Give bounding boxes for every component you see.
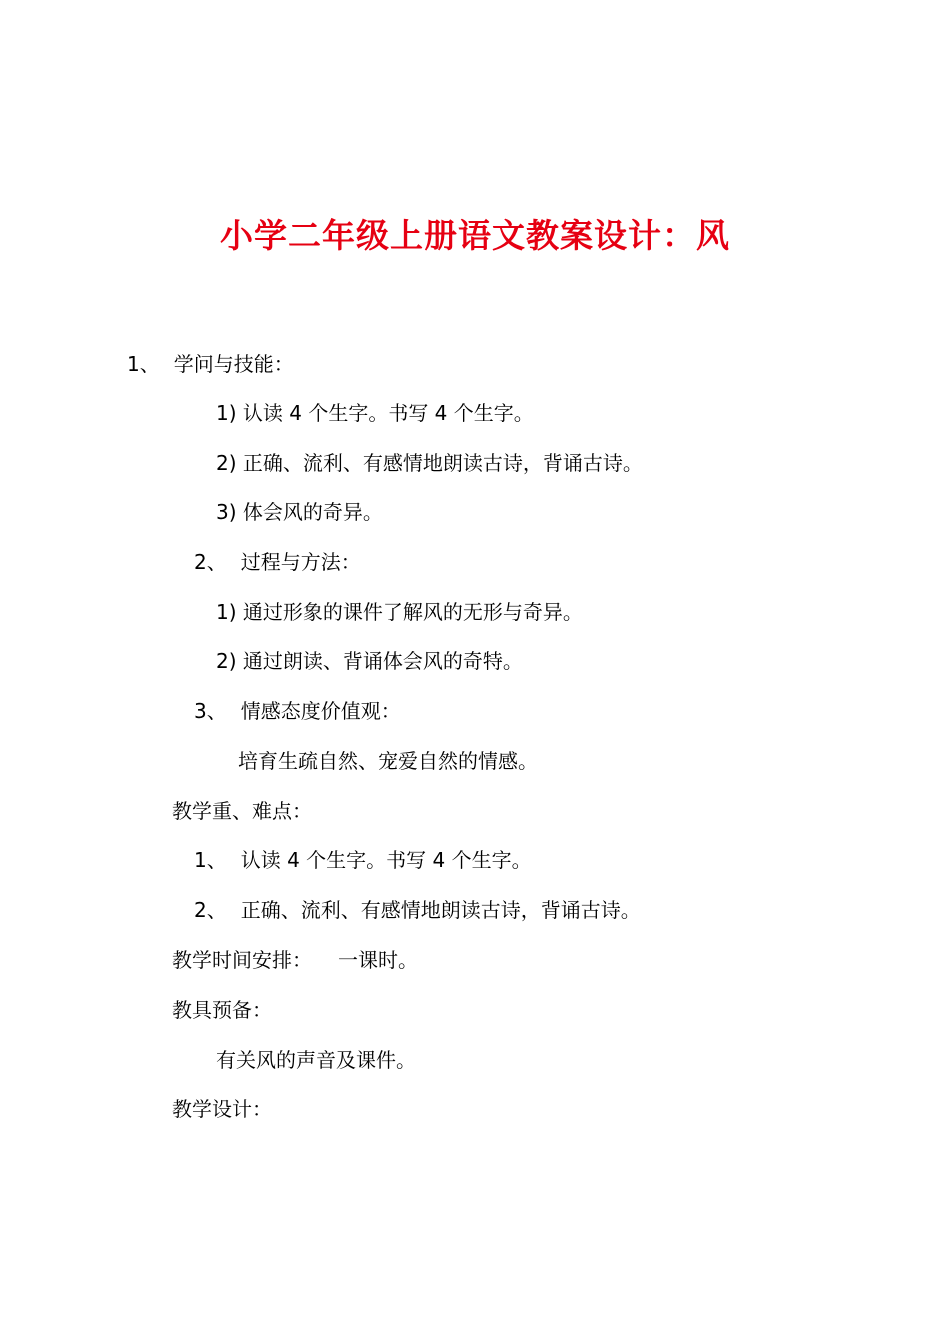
objective-2 — [194, 547, 361, 577]
key-point-2-text: 正确、流利、有感情地朗读古诗，背诵古诗。 — [240, 898, 641, 922]
objective-2-sub-1: 1) 通过形象的课件了解风的无形与奇异。 — [216, 600, 583, 624]
schedule-line — [172, 945, 418, 975]
design-heading: 教学设计： — [172, 1097, 272, 1121]
objective-3-number: 3、 — [194, 699, 227, 723]
objective-1 — [127, 349, 294, 379]
materials-heading: 教具预备： — [172, 998, 272, 1022]
objective-1-sub-2: 2) 正确、流利、有感情地朗读古诗，背诵古诗。 — [216, 451, 643, 475]
key-points-heading: 教学重、难点： — [172, 799, 312, 823]
key-point-2-number: 2、 — [194, 898, 227, 922]
schedule-value: 一课时。 — [338, 948, 418, 972]
key-point-2 — [194, 895, 641, 925]
document-title: 小学二年级上册语文教案设计：风 — [220, 216, 730, 255]
objective-2-number: 2、 — [194, 550, 227, 574]
schedule-label: 教学时间安排： — [172, 948, 312, 972]
objective-2-sub-2: 2) 通过朗读、背诵体会风的奇特。 — [216, 649, 523, 673]
objective-3 — [194, 696, 401, 726]
objective-1-sub-3: 3) 体会风的奇异。 — [216, 500, 383, 524]
objective-1-number: 1、 — [127, 352, 160, 376]
materials-text: 有关风的声音及课件。 — [216, 1048, 416, 1072]
key-point-1 — [194, 845, 532, 875]
objective-3-text: 培育生疏自然、宠爱自然的情感。 — [238, 749, 538, 773]
objective-2-label: 过程与方法： — [240, 550, 361, 574]
objective-3-label: 情感态度价值观： — [240, 699, 401, 723]
key-point-1-number: 1、 — [194, 848, 227, 872]
objective-1-sub-1: 1) 认读 4 个生字。书写 4 个生字。 — [216, 401, 534, 425]
objective-1-label: 学问与技能： — [173, 352, 294, 376]
key-point-1-text: 认读 4 个生字。书写 4 个生字。 — [240, 848, 532, 872]
